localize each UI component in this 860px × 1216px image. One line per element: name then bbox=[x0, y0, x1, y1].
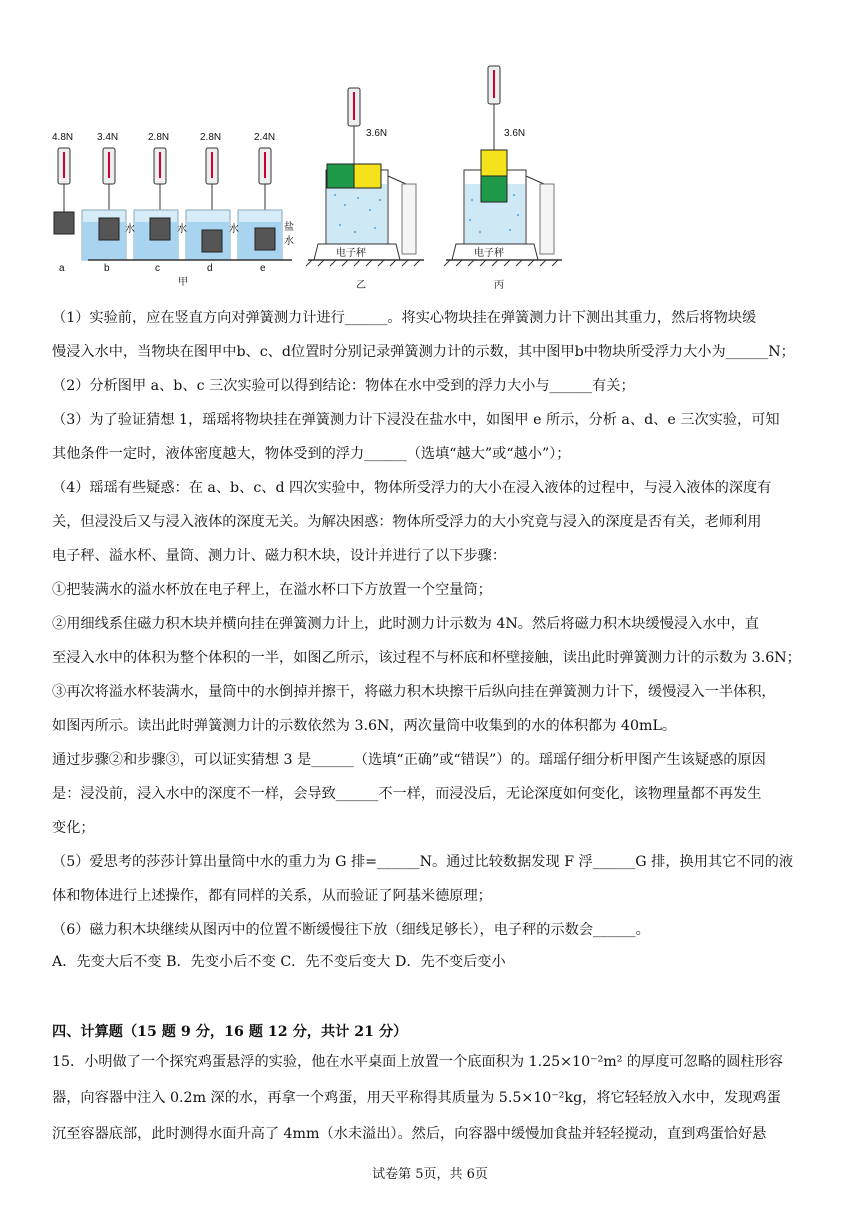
q15-line: 器，向容器中注入 0.2m 深的水，再拿一个鸡蛋，用天平称得其质量为 5.5×10⁻²kg，将它轻轻放入水中，发现鸡蛋 bbox=[52, 1090, 781, 1106]
reading-yi: 3.6N bbox=[366, 128, 388, 139]
text-line: 体和物体进行上述操作，都有同样的关系，从而验证了阿基米德原理； bbox=[52, 888, 492, 904]
caption-jia: 甲 bbox=[178, 277, 188, 288]
page-footer: 试卷第 5页，共 6页 bbox=[372, 1167, 488, 1182]
section-heading: 四、计算题（15 题 9 分，16 题 12 分，共计 21 分） bbox=[52, 1024, 408, 1040]
letter-c: c bbox=[155, 263, 160, 274]
text-line: （5）爱思考的莎莎计算出量筒中水的重力为 G 排=______N。通过比较数据发现 F 浮______G 排，换用其它不同的液 bbox=[52, 854, 794, 870]
text-line: ①把装满水的溢水杯放在电子秤上，在溢水杯口下方放置一个空量筒； bbox=[52, 582, 492, 598]
caption-yi: 乙 bbox=[356, 280, 366, 291]
reading-bing: 3.6N bbox=[504, 128, 526, 139]
text-line: 通过步骤②和步骤③，可以证实猜想 3 是______（选填“正确”或“错误”）的。瑶瑶仔细分析甲图产生该疑惑的原因 bbox=[52, 752, 766, 768]
liquid-label-b: 水 bbox=[125, 224, 135, 235]
figure-yi bbox=[306, 88, 424, 291]
q15-line: 15．小明做了一个探究鸡蛋悬浮的实验，他在水平桌面上放置一个底面积为 1.25×10⁻²m² 的厚度可忽略的圆柱形容 bbox=[52, 1054, 783, 1070]
text-line: 变化； bbox=[52, 820, 95, 836]
liquid-label-d: 水 bbox=[229, 224, 239, 235]
text-line: （1）实验前，应在竖直方向对弹簧测力计进行______。将实心物块挂在弹簧测力计下测出其重力，然后将物块缓 bbox=[52, 310, 757, 326]
text-line: （3）为了验证猜想 1，瑶瑶将物块挂在弹簧测力计下浸没在盐水中，如图甲 e 所示，分析 a、d、e 三次实验，可知 bbox=[52, 412, 780, 428]
reading-a: 4.8N bbox=[52, 132, 74, 143]
caption-bing: 丙 bbox=[494, 280, 504, 291]
text-line: （6）磁力积木块继续从图丙中的位置不断缓慢往下放（细线足够长），电子秤的示数会______。 bbox=[52, 922, 650, 938]
figure-bing bbox=[444, 66, 562, 291]
text-line: （2）分析图甲 a、b、c 三次实验可以得到结论：物体在水中受到的浮力大小与______有关； bbox=[52, 378, 635, 394]
letter-e: e bbox=[260, 263, 266, 274]
experiment-figure bbox=[40, 60, 660, 300]
liquid-label-e2: 水 bbox=[284, 236, 294, 247]
scale-label-bing: 电子秤 bbox=[474, 248, 504, 259]
text-line: 慢浸入水中，当物块在图甲中b、c、d位置时分别记录弹簧测力计的示数，其中图甲b中物块所受浮力大小为______N； bbox=[52, 344, 795, 360]
reading-b: 3.4N bbox=[97, 132, 119, 143]
text-line: ③再次将溢水杯装满水，量筒中的水倒掉并擦干，将磁力积木块擦干后纵向挂在弹簧测力计下，缓慢浸入一半体积， bbox=[52, 684, 776, 700]
letter-d: d bbox=[207, 263, 213, 274]
text-line: 是：浸没前，浸入水中的深度不一样，会导致______不一样，而浸没后，无论深度如何变化，该物理量都不再发生 bbox=[52, 786, 762, 802]
reading-c: 2.8N bbox=[148, 132, 170, 143]
text-line: ②用细线系住磁力积木块并横向挂在弹簧测力计上，此时测力计示数为 4N。然后将磁力积木块缓慢浸入水中，直 bbox=[52, 616, 759, 632]
reading-d: 2.8N bbox=[200, 132, 222, 143]
scale-label-yi: 电子秤 bbox=[336, 248, 366, 259]
figure-jia bbox=[52, 132, 294, 288]
text-line: 至浸入水中的体积为整个体积的一半，如图乙所示，该过程不与杯底和杯壁接触，读出此时弹簧测力计的示数为 3.6N； bbox=[52, 650, 801, 666]
text-line: 如图丙所示。读出此时弹簧测力计的示数依然为 3.6N，两次量筒中收集到的水的体积都为 40mL。 bbox=[52, 718, 677, 734]
liquid-label-c: 水 bbox=[177, 224, 187, 235]
text-line: 关，但浸没后又与浸入液体的深度无关。为解决困惑：物体所受浮力的大小究竟与浸入的深度是否有关，老师利用 bbox=[52, 514, 762, 530]
text-line: （4）瑶瑶有些疑惑：在 a、b、c、d 四次实验中，物体所受浮力的大小在浸入液体的过程中，与浸入液体的深度有 bbox=[52, 480, 772, 496]
letter-a: a bbox=[59, 263, 65, 274]
text-line: 其他条件一定时，液体密度越大，物体受到的浮力______（选填“越大”或“越小”）； bbox=[52, 446, 571, 462]
answer-options: A．先变大后不变 B．先变小后不变 C．先不变后变大 D．先不变后变小 bbox=[52, 954, 506, 970]
reading-e: 2.4N bbox=[254, 132, 276, 143]
text-line: 电子秤、溢水杯、量筒、测力计、磁力积木块，设计并进行了以下步骤： bbox=[52, 548, 507, 564]
letter-b: b bbox=[104, 263, 110, 274]
liquid-label-e1: 盐 bbox=[284, 222, 294, 233]
q15-line: 沉至容器底部，此时测得水面升高了 4mm（水未溢出）。然后，向容器中缓慢加食盐并轻轻搅动，直到鸡蛋恰好悬 bbox=[52, 1126, 767, 1142]
